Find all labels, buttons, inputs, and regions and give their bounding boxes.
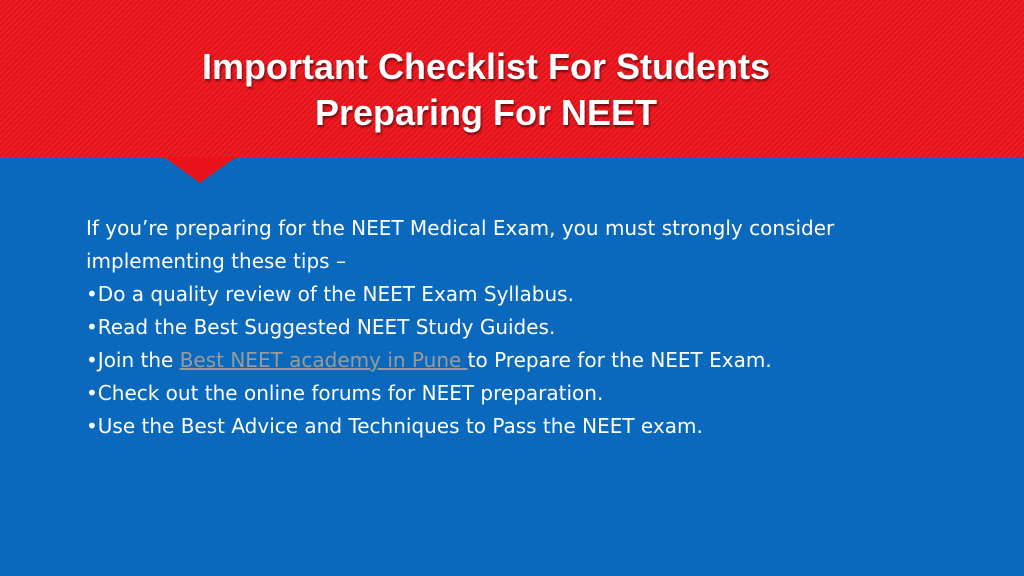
bullet-advice: •Use the Best Advice and Techniques to Pass the NEET exam. xyxy=(86,414,703,438)
slide-title xyxy=(0,44,972,136)
banner-pointer xyxy=(164,157,236,183)
academy-link[interactable]: Best NEET academy in Pune xyxy=(179,348,468,372)
bullet-academy xyxy=(86,344,986,377)
intro-line-2: implementing these tips – xyxy=(86,249,346,273)
bullet-academy-prefix: •Join the xyxy=(86,348,180,372)
bullet-syllabus: •Do a quality review of the NEET Exam Syllabus. xyxy=(86,282,574,306)
slide-body xyxy=(86,212,986,443)
bullet-study-guides: •Read the Best Suggested NEET Study Guides. xyxy=(86,315,556,339)
intro-line-1: If you’re preparing for the NEET Medical Exam, you must strongly consider xyxy=(86,216,835,240)
title-line-2: Preparing For NEET xyxy=(314,92,658,133)
bullet-academy-suffix: to Prepare for the NEET Exam. xyxy=(467,348,772,372)
bullet-forums: •Check out the online forums for NEET preparation. xyxy=(86,381,604,405)
title-line-1: Important Checklist For Students xyxy=(201,46,771,87)
